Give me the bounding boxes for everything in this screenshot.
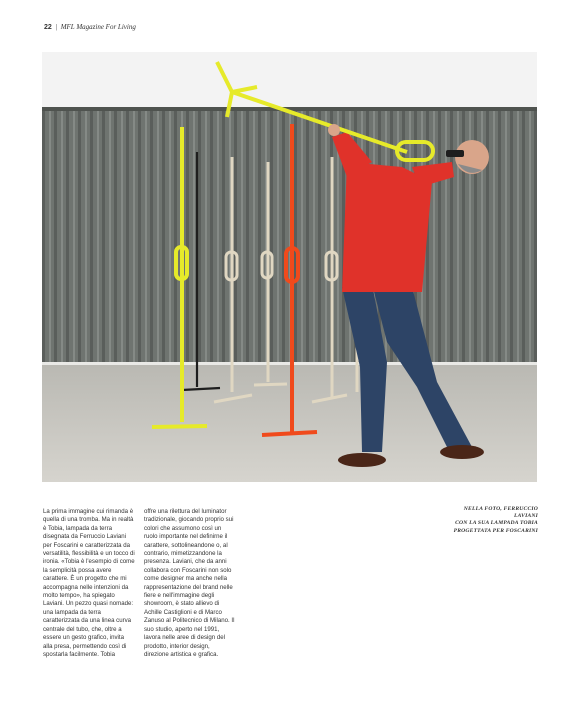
floor bbox=[42, 362, 537, 482]
article-column-2: offre una rilettura del luminator tradizionale, giocando proprio sui colori che assumono così un ruolo importante nel definirne il carattere, sottolineandone o, al contrario, mimetizzandone la presenza. Laviani, che da anni collabora con Foscarini non solo come designer ma anche nella rappresentazione del brand nelle fiere e nell'immagine degli showroom, è stato allievo di Achille Castiglioni e di Marco Zanuso al Politecnico di Milano. Il suo studio, aperto nel 1991, lavora nelle aree di design del prodotto, interior design, direzione artistica e grafica. bbox=[144, 508, 235, 658]
page-number: 22 bbox=[44, 24, 52, 31]
magazine-name: MFL Magazine For Living bbox=[60, 23, 136, 31]
article-column-1: La prima immagine cui rimanda è quella di una tromba. Ma in realtà è Tobia, lampada da terra disegnata da Ferruccio Laviani per Foscarini e caratterizzata da versatilità, flessibilità e un tocco di ironia. «Tobia è l'esempio di come la semplicità possa avere carattere. È un progetto che mi accompagna nelle intenzioni da molto tempo», ha spiegato Laviani. Un pezzo quasi nomade: una lampada da terra caratterizzata da una linea curva centrale del tubo, che, oltre a essere un gesto grafico, invita alla presa, permettendo così di spostarla facilmente. Tobia bbox=[43, 508, 135, 658]
wall bbox=[42, 52, 537, 112]
photo-caption bbox=[446, 506, 538, 535]
header-separator: | bbox=[55, 23, 57, 31]
caption-line-2: CON LA SUA LAMPADA TOBIA bbox=[455, 520, 538, 527]
caption-line-1: NELLA FOTO, FERRUCCIO LAVIANI bbox=[463, 506, 538, 520]
feature-photo bbox=[42, 52, 537, 482]
page-header bbox=[44, 23, 136, 31]
caption-line-3: PROGETTATA PER FOSCARINI bbox=[453, 527, 538, 534]
